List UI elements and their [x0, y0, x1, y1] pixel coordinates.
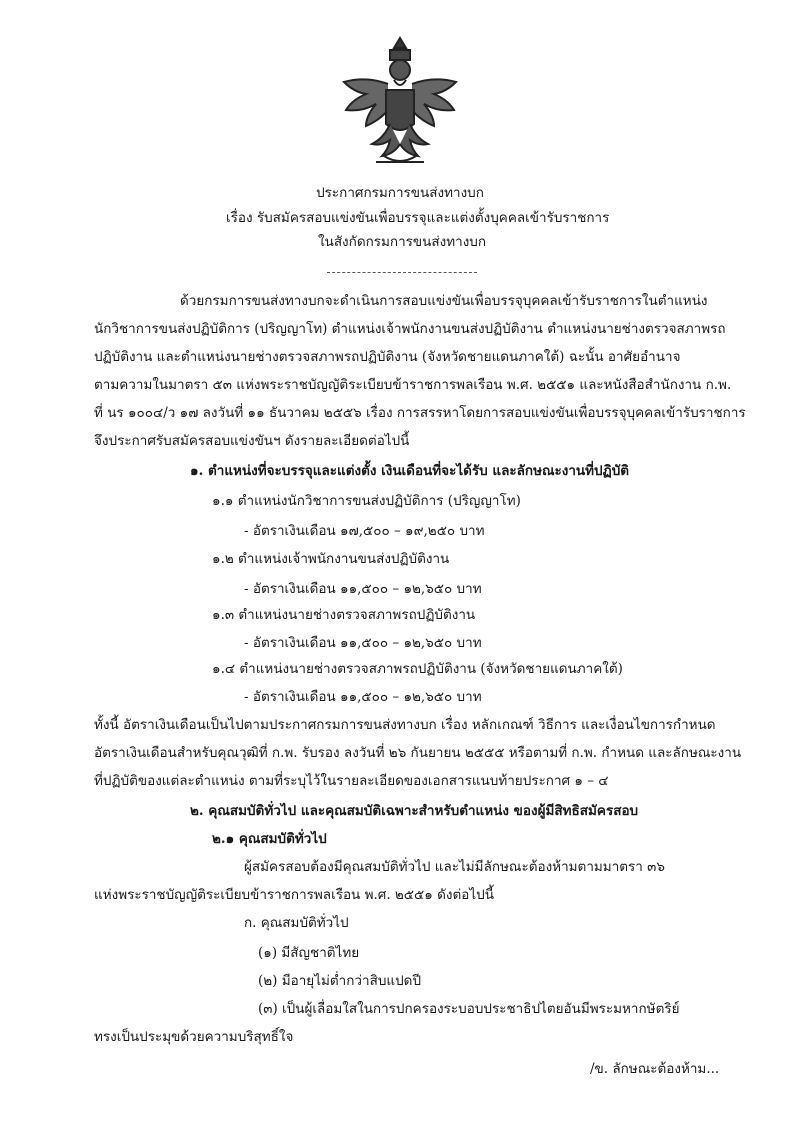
position-title: ๑.๓ ตำแหน่งนายช่างตรวจสภาพรถปฏิบัติงาน [212, 607, 476, 623]
title-divider [327, 272, 477, 273]
intro-line: นักวิชาการขนส่งปฏิบัติการ (ปริญญาโท) ตำแหน่งเจ้าพนักงานขนส่งปฏิบัติงาน ตำแหน่งนายช่างตรวจสภาพรถ [94, 321, 726, 337]
qualification-paragraph-line: ผู้สมัครสอบต้องมีคุณสมบัติทั่วไป และไม่มีลักษณะต้องห้ามตามมาตรา ๓๖ [244, 859, 665, 875]
announcement-department: ในสังกัดกรมการขนส่งทางบก [318, 234, 487, 250]
qualification-paragraph-line: แห่งพระราชบัญญัติระเบียบข้าราชการพลเรือน พ.ศ. ๒๕๕๑ ดังต่อไปนี้ [94, 887, 494, 903]
qualification-item: (๑) มีสัญชาติไทย [258, 945, 360, 961]
intro-line: จึงประกาศรับสมัครสอบแข่งขันฯ ดังรายละเอียดต่อไปนี้ [94, 433, 410, 449]
position-salary: - อัตราเงินเดือน ๑๑,๕๐๐ – ๑๒,๖๕๐ บาท [244, 635, 482, 651]
section-1-heading: ๑. ตำแหน่งที่จะบรรจุและแต่งตั้ง เงินเดือนที่จะได้รับ และลักษณะงานที่ปฏิบัติ [190, 463, 630, 479]
continue-marker: /ข. ลักษณะต้องห้าม... [590, 1061, 720, 1077]
announcement-title: ประกาศกรมการขนส่งทางบก [316, 185, 484, 201]
intro-line: ที่ นร ๑๐๐๔/ว ๑๗ ลงวันที่ ๑๑ ธันวาคม ๒๕๕๖ เรื่อง การสรรหาโดยการสอบแข่งขันเพื่อบรรจุบุคคลเข้ารับราชการ [94, 405, 746, 421]
intro-line: ตามความในมาตรา ๕๓ แห่งพระราชบัญญัติระเบียบข้าราชการพลเรือน พ.ศ. ๒๕๕๑ และหนังสือสำนักงาน ก.พ. [94, 377, 732, 393]
qualification-item: (๒) มีอายุไม่ต่ำกว่าสิบแปดปี [258, 973, 422, 989]
section-2-1-heading: ๒.๑ คุณสมบัติทั่วไป [212, 831, 327, 847]
position-salary: - อัตราเงินเดือน ๑๗,๕๐๐ – ๑๙,๒๕๐ บาท [244, 523, 485, 539]
salary-note-line: ที่ปฏิบัติของแต่ละตำแหน่ง ตามที่ระบุไว้ในรายละเอียดของเอกสารแนบท้ายประกาศ ๑ – ๔ [94, 773, 609, 789]
position-salary: - อัตราเงินเดือน ๑๑,๕๐๐ – ๑๒,๖๕๐ บาท [244, 581, 482, 597]
position-salary: - อัตราเงินเดือน ๑๑,๕๐๐ – ๑๒,๖๕๐ บาท [244, 689, 482, 705]
intro-line: ด้วยกรมการขนส่งทางบกจะดำเนินการสอบแข่งขันเพื่อบรรจุบุคคลเข้ารับราชการในตำแหน่ง [180, 293, 708, 309]
position-title: ๑.๔ ตำแหน่งนายช่างตรวจสภาพรถปฏิบัติงาน (จังหวัดชายแดนภาคใต้) [212, 661, 623, 677]
announcement-subject: เรื่อง รับสมัครสอบแข่งขันเพื่อบรรจุและแต่งตั้งบุคคลเข้ารับราชการ [226, 210, 610, 226]
qualification-item-continuation: ทรงเป็นประมุขด้วยความบริสุทธิ์ใจ [94, 1029, 294, 1045]
garuda-emblem-icon [338, 34, 462, 170]
position-title: ๑.๑ ตำแหน่งนักวิชาการขนส่งปฏิบัติการ (ปริญญาโท) [212, 493, 521, 509]
qualification-item: (๓) เป็นผู้เลื่อมใสในการปกครองระบอบประชาธิปไตยอันมีพระมหากษัตริย์ [258, 1001, 680, 1017]
salary-note-line: ทั้งนี้ อัตราเงินเดือนเป็นไปตามประกาศกรมการขนส่งทางบก เรื่อง หลักเกณฑ์ วิธีการ และเงื่อนไขการกำหนด [94, 717, 716, 733]
position-title: ๑.๒ ตำแหน่งเจ้าพนักงานขนส่งปฏิบัติงาน [212, 551, 450, 567]
intro-line: ปฏิบัติงาน และตำแหน่งนายช่างตรวจสภาพรถปฏิบัติงาน (จังหวัดชายแดนภาคใต้) ฉะนั้น อาศัยอำนาจ [94, 349, 681, 365]
section-2-heading: ๒. คุณสมบัติทั่วไป และคุณสมบัติเฉพาะสำหรับตำแหน่ง ของผู้มีสิทธิสมัครสอบ [190, 803, 639, 819]
salary-note-line: อัตราเงินเดือนสำหรับคุณวุฒิที่ ก.พ. รับรอง ลงวันที่ ๒๖ กันยายน ๒๕๕๕ หรือตามที่ ก.พ. กำหนด และลักษณะงาน [94, 745, 742, 761]
general-qualification-label: ก. คุณสมบัติทั่วไป [244, 915, 349, 931]
